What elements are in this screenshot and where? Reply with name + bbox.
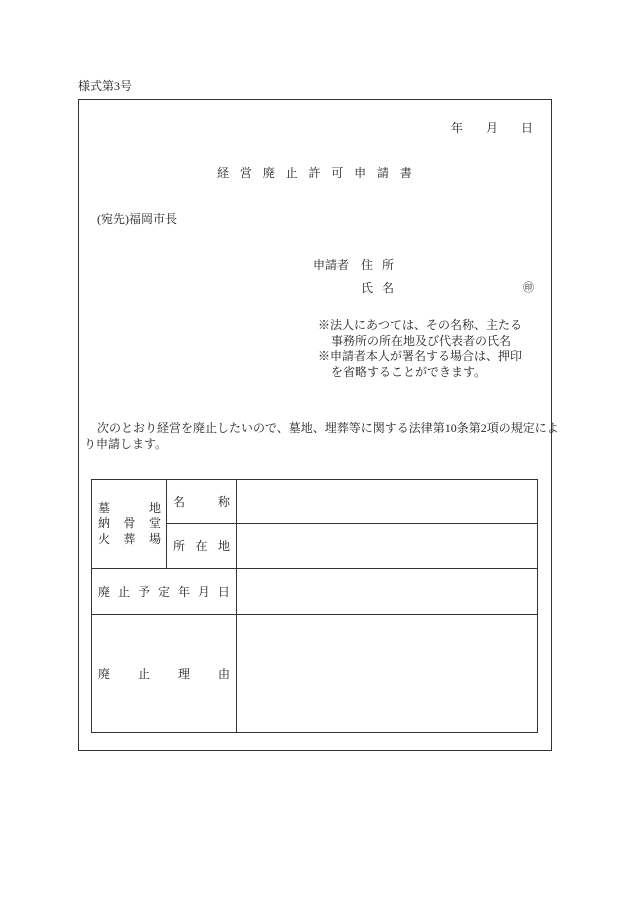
glyph: 書 <box>399 166 412 180</box>
note-line: ※法人にあつては、その名称、主たる <box>318 318 523 332</box>
note-line: ※申請者本人が署名する場合は、押印 <box>318 349 523 364</box>
location-label-cell <box>167 524 237 569</box>
date-month-label: 月 <box>485 121 498 135</box>
glyph: 月 <box>197 584 210 599</box>
glyph: 所 <box>173 539 186 553</box>
glyph: 止 <box>285 166 298 180</box>
note-line: 事務所の所在地及び代表者の氏名 <box>331 333 512 348</box>
glyph: 年 <box>177 584 190 599</box>
form-title <box>217 166 412 180</box>
table-row <box>92 569 538 615</box>
glyph: 在 <box>195 539 208 553</box>
glyph: 可 <box>331 166 344 180</box>
table-row <box>92 615 538 733</box>
glyph: 申 <box>354 166 367 180</box>
scheduled-date-label-cell <box>92 569 237 615</box>
glyph: 地 <box>217 539 230 553</box>
glyph: 骨 <box>123 516 136 531</box>
details-table <box>91 479 538 733</box>
date-year-label: 年 <box>451 121 464 135</box>
glyph: 廃 <box>98 666 111 681</box>
glyph: 葬 <box>123 531 136 546</box>
glyph: 堂 <box>148 516 161 531</box>
name-value-cell <box>237 480 538 524</box>
glyph: 止 <box>117 584 130 599</box>
glyph: 氏 <box>361 281 374 295</box>
applicant-name-label <box>361 281 394 295</box>
glyph: 所 <box>381 258 394 272</box>
glyph: 予 <box>137 584 150 599</box>
scheduled-date-label <box>98 585 230 599</box>
reason-label-cell <box>92 615 237 733</box>
date-day-label: 日 <box>520 121 533 135</box>
scheduled-date-value-cell <box>237 569 538 615</box>
glyph: 由 <box>217 666 230 681</box>
addressee: (宛先)福岡市長 <box>97 212 177 226</box>
seal-mark: ㊞ <box>523 282 534 294</box>
reason-value-cell <box>237 615 538 733</box>
facility-type-ossuary <box>98 516 161 532</box>
glyph: 経 <box>217 166 230 180</box>
reason-label <box>98 667 230 681</box>
note-line: を省略することができます。 <box>331 364 487 379</box>
name-label-cell <box>167 480 237 524</box>
glyph: 許 <box>308 166 321 180</box>
date-line <box>451 121 533 135</box>
glyph: 請 <box>377 166 390 180</box>
facility-type-cemetery <box>98 501 161 517</box>
glyph: 営 <box>239 166 252 180</box>
glyph: 納 <box>98 516 111 531</box>
request-statement-line: り申請します。 <box>84 437 168 451</box>
glyph: 理 <box>177 666 190 681</box>
glyph: 地 <box>148 500 161 515</box>
form-number: 様式第3号 <box>78 79 133 93</box>
applicant-address-label <box>361 258 394 272</box>
glyph: 墓 <box>98 500 111 515</box>
facility-type-cell <box>92 480 167 569</box>
glyph: 住 <box>361 258 374 272</box>
glyph: 日 <box>217 584 230 599</box>
notes <box>318 318 522 380</box>
location-label <box>173 539 230 553</box>
location-value-cell <box>237 524 538 569</box>
name-label <box>173 495 230 509</box>
glyph: 名 <box>381 281 394 295</box>
table-row <box>92 480 538 524</box>
glyph: 定 <box>157 584 170 599</box>
glyph: 止 <box>137 666 150 681</box>
request-statement-line: 次のとおり経営を廃止したいので、墓地、埋葬等に関する法律第10条第2項の規定によ <box>97 421 559 435</box>
request-statement <box>84 420 559 452</box>
glyph: 廃 <box>98 584 111 599</box>
glyph: 火 <box>98 531 111 546</box>
applicant-label: 申請者 <box>313 258 350 272</box>
glyph: 場 <box>148 531 161 546</box>
glyph: 名 <box>173 494 186 509</box>
glyph: 称 <box>217 494 230 509</box>
facility-type-crematorium <box>98 532 161 548</box>
glyph: 廃 <box>262 166 275 180</box>
